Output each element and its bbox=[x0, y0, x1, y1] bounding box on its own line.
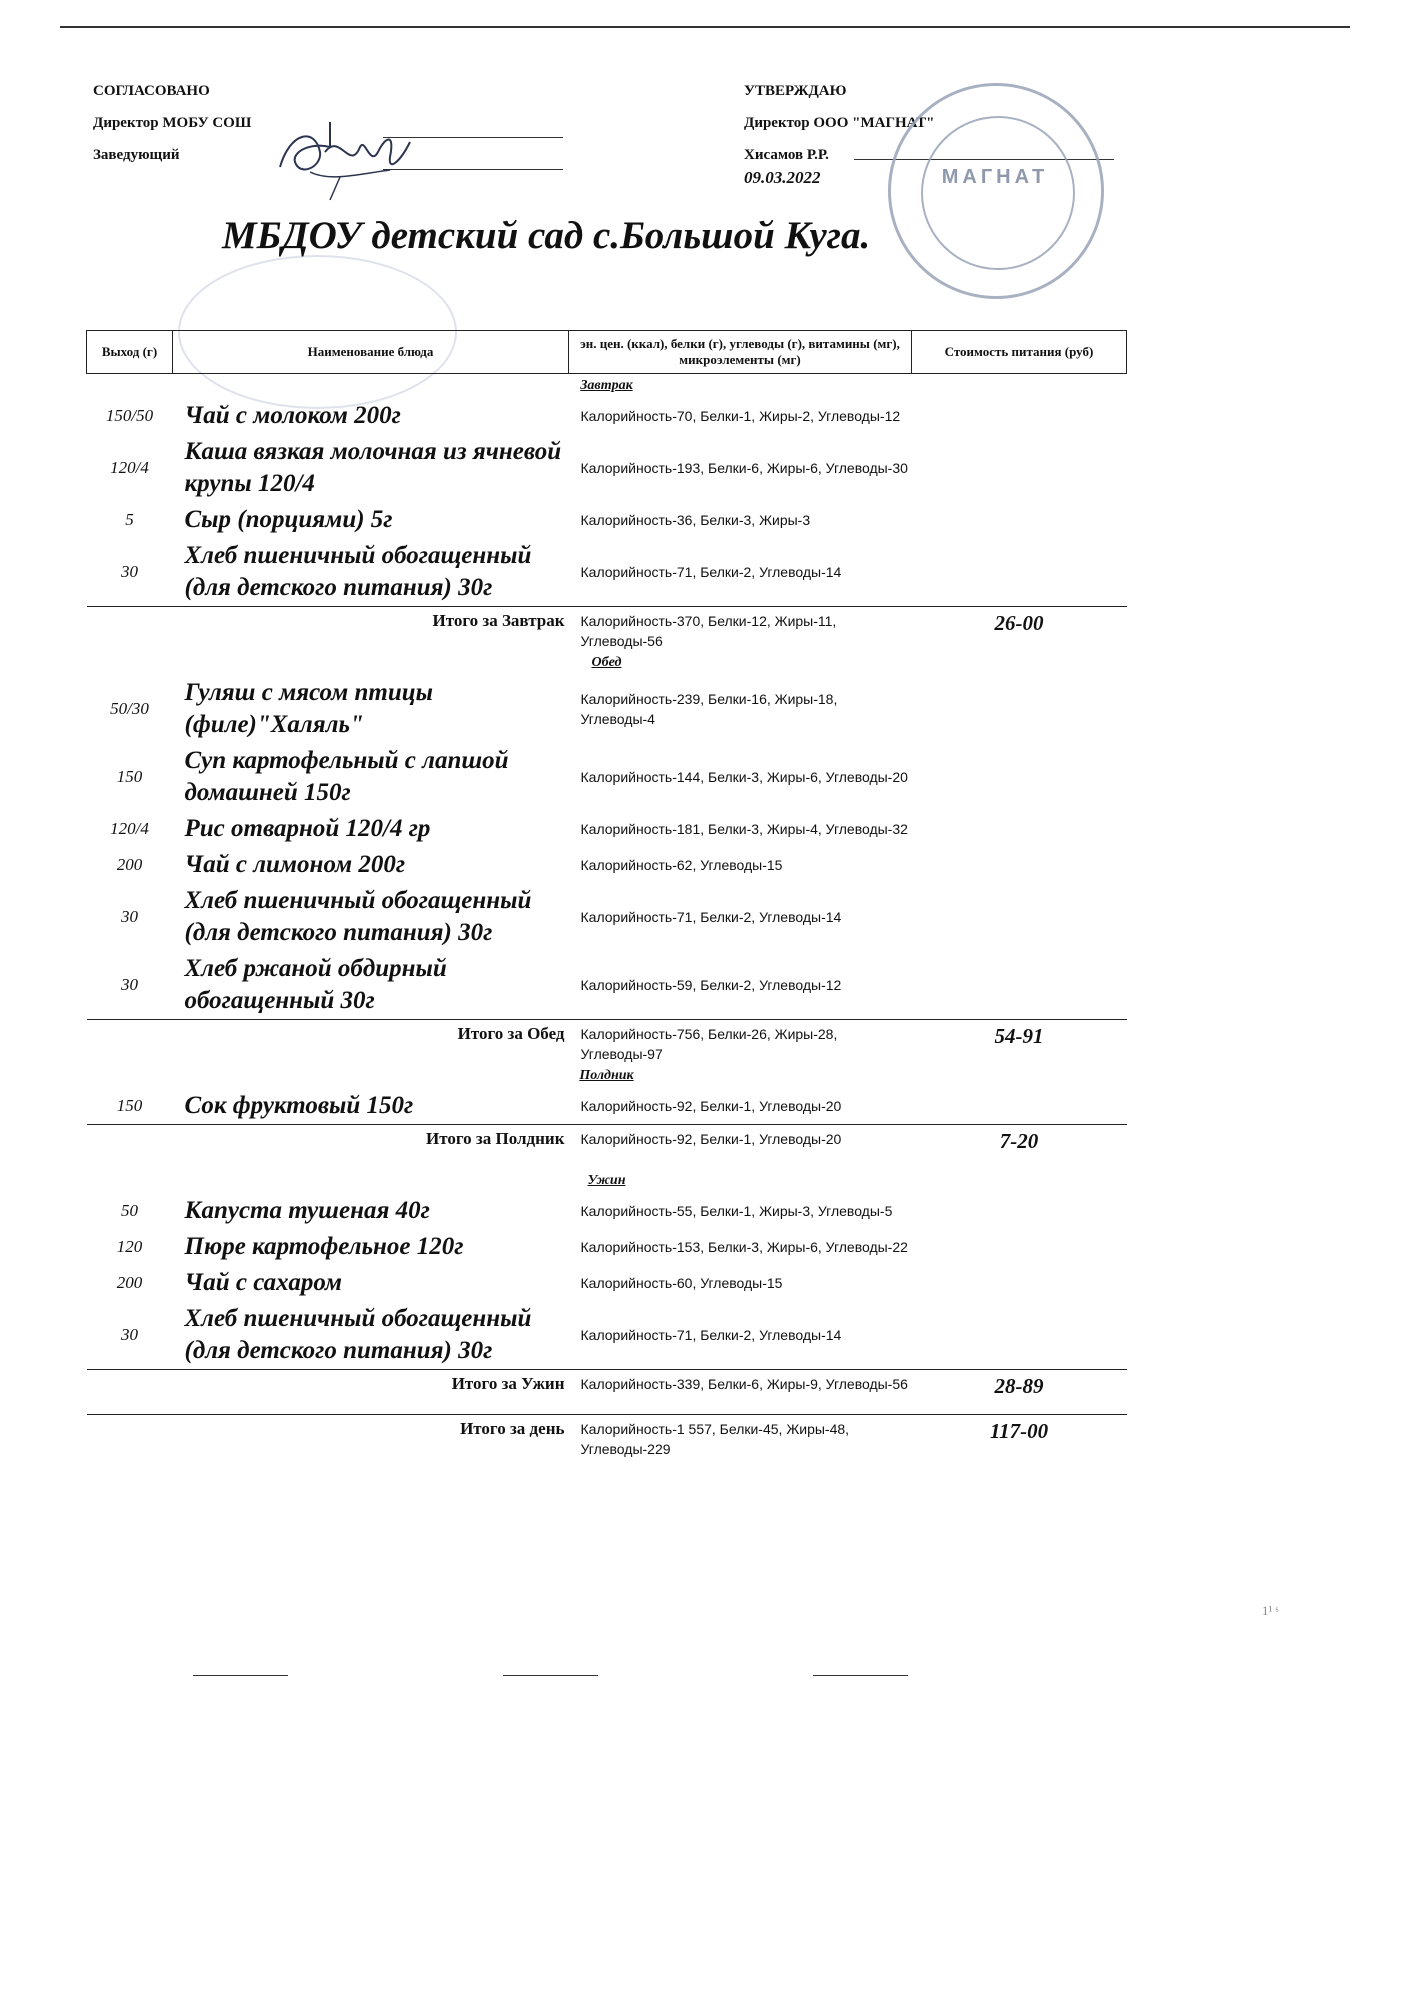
table-row bbox=[87, 1193, 1127, 1229]
signature-line bbox=[813, 1675, 908, 1676]
cost-cell bbox=[912, 951, 1127, 1020]
total-nutrition: Калорийность-370, Белки-12, Жиры-11, Углеводы-56 bbox=[569, 607, 912, 652]
approve-heading: УТВЕРЖДАЮ bbox=[744, 83, 847, 99]
section-total-row bbox=[87, 607, 1127, 652]
approval-date: 09.03.2022 bbox=[744, 168, 821, 187]
dish-name-cell: Хлеб пшеничный обогащенный (для детского питания) 30г bbox=[184, 542, 532, 601]
output-cell: 200 bbox=[116, 855, 143, 874]
output-cell: 200 bbox=[116, 1273, 143, 1292]
stray-mark: 1¹ ˢ bbox=[1262, 1603, 1279, 1618]
signature-line bbox=[503, 1675, 598, 1676]
table-row bbox=[87, 951, 1127, 1020]
total-label: Итого за Завтрак bbox=[173, 607, 569, 652]
table-row bbox=[87, 811, 1127, 847]
total-nutrition: Калорийность-339, Белки-6, Жиры-9, Углеводы-56 bbox=[569, 1370, 912, 1415]
signature-line bbox=[193, 1675, 288, 1676]
cost-cell bbox=[912, 1229, 1127, 1265]
table-row bbox=[87, 434, 1127, 502]
output-cell: 120 bbox=[116, 1237, 143, 1256]
cost-cell bbox=[912, 538, 1127, 607]
agreed-block bbox=[93, 82, 251, 178]
dish-name-cell: Сок фруктовый 150г bbox=[184, 1092, 414, 1119]
cost-cell bbox=[912, 675, 1127, 743]
section-title: Обед bbox=[591, 655, 622, 670]
column-header-output: Выход (г) bbox=[87, 331, 173, 374]
dish-name-cell: Чай с лимоном 200г bbox=[184, 851, 406, 878]
total-spacer bbox=[87, 1415, 173, 1460]
total-nutrition: Калорийность-756, Белки-26, Жиры-28, Углеводы-97 bbox=[569, 1020, 912, 1065]
menu-table bbox=[86, 330, 1127, 1459]
dish-name-cell: Чай с молоком 200г bbox=[184, 402, 401, 429]
section-header bbox=[87, 374, 1127, 399]
output-cell: 30 bbox=[121, 562, 138, 581]
section-title: Полдник bbox=[579, 1068, 634, 1083]
table-row bbox=[87, 1088, 1127, 1125]
output-cell: 120/4 bbox=[110, 819, 149, 838]
cost-cell bbox=[912, 398, 1127, 434]
output-cell: 150/50 bbox=[105, 406, 154, 425]
output-cell: 30 bbox=[121, 1325, 138, 1344]
cost-cell bbox=[912, 1088, 1127, 1125]
output-cell: 150 bbox=[116, 1096, 143, 1115]
table-row bbox=[87, 743, 1127, 811]
nutrition-cell: Калорийность-153, Белки-3, Жиры-6, Углеводы-22 bbox=[580, 1239, 908, 1255]
output-cell: 150 bbox=[116, 767, 143, 786]
table-row bbox=[87, 538, 1127, 607]
total-nutrition: Калорийность-1 557, Белки-45, Жиры-48, Углеводы-229 bbox=[569, 1415, 912, 1460]
page-title: МБДОУ детский сад с.Большой Куга. bbox=[222, 214, 871, 257]
section-header bbox=[87, 651, 1127, 675]
total-label: Итого за Ужин bbox=[173, 1370, 569, 1415]
total-cost: 54-91 bbox=[912, 1020, 1127, 1065]
table-row bbox=[87, 398, 1127, 434]
section-title: Ужин bbox=[587, 1173, 626, 1188]
nutrition-cell: Калорийность-70, Белки-1, Жиры-2, Углеводы-12 bbox=[580, 408, 901, 424]
output-cell: 120/4 bbox=[110, 458, 149, 477]
cost-cell bbox=[912, 1265, 1127, 1301]
table-row bbox=[87, 1301, 1127, 1370]
nutrition-cell: Калорийность-193, Белки-6, Жиры-6, Углеводы-30 bbox=[580, 460, 908, 476]
table-row bbox=[87, 883, 1127, 951]
director-company-label: Директор ООО "МАГНАТ" bbox=[744, 115, 935, 131]
table-row bbox=[87, 675, 1127, 743]
dish-name-cell: Капуста тушеная 40г bbox=[184, 1197, 430, 1224]
dish-name-cell: Хлеб ржаной обдирный обогащенный 30г bbox=[184, 955, 447, 1014]
dish-name-cell: Пюре картофельное 120г bbox=[184, 1233, 464, 1260]
table-row bbox=[87, 847, 1127, 883]
output-cell: 50 bbox=[121, 1201, 138, 1220]
column-header-dish: Наименование блюда bbox=[173, 331, 569, 374]
cost-cell bbox=[912, 1193, 1127, 1229]
total-cost: 117-00 bbox=[912, 1415, 1127, 1460]
column-header-cost: Стоимость питания (руб) bbox=[912, 331, 1127, 374]
output-cell: 5 bbox=[125, 510, 134, 529]
menu-table-body bbox=[87, 374, 1127, 1460]
cost-cell bbox=[912, 743, 1127, 811]
section-title: Завтрак bbox=[580, 378, 633, 393]
total-cost: 28-89 bbox=[912, 1370, 1127, 1415]
stamp-inner-ring bbox=[921, 116, 1075, 270]
cost-cell bbox=[912, 847, 1127, 883]
dish-name-cell: Хлеб пшеничный обогащенный (для детского питания) 30г bbox=[184, 887, 532, 946]
nutrition-cell: Калорийность-60, Углеводы-15 bbox=[580, 1275, 783, 1291]
nutrition-cell: Калорийность-71, Белки-2, Углеводы-14 bbox=[580, 1327, 842, 1343]
dish-name-cell: Хлеб пшеничный обогащенный (для детского питания) 30г bbox=[184, 1305, 532, 1364]
output-cell: 30 bbox=[121, 975, 138, 994]
total-label: Итого за Полдник bbox=[173, 1125, 569, 1170]
dish-name-cell: Чай с сахаром bbox=[184, 1269, 342, 1296]
agreed-heading: СОГЛАСОВАНО bbox=[93, 83, 210, 99]
day-total-row bbox=[87, 1415, 1127, 1460]
nutrition-cell: Калорийность-59, Белки-2, Углеводы-12 bbox=[580, 977, 842, 993]
company-stamp bbox=[888, 83, 1104, 299]
cost-cell bbox=[912, 883, 1127, 951]
nutrition-cell: Калорийность-36, Белки-3, Жиры-3 bbox=[580, 512, 811, 528]
output-cell: 30 bbox=[121, 907, 138, 926]
table-row bbox=[87, 1265, 1127, 1301]
nutrition-cell: Калорийность-239, Белки-16, Жиры-18, Углеводы-4 bbox=[580, 691, 838, 727]
total-nutrition: Калорийность-92, Белки-1, Углеводы-20 bbox=[569, 1125, 912, 1170]
director-name: Хисамов Р.Р. bbox=[744, 147, 829, 163]
column-header-nutrition: эн. цен. (ккал), белки (г), углеводы (г), витамины (мг), микроэлементы (мг) bbox=[569, 331, 912, 374]
nutrition-cell: Калорийность-62, Углеводы-15 bbox=[580, 857, 783, 873]
nutrition-cell: Калорийность-92, Белки-1, Углеводы-20 bbox=[580, 1098, 842, 1114]
total-spacer bbox=[87, 1020, 173, 1065]
section-total-row bbox=[87, 1125, 1127, 1170]
head-label: Заведующий bbox=[93, 147, 180, 163]
total-spacer bbox=[87, 607, 173, 652]
total-cost: 7-20 bbox=[912, 1125, 1127, 1170]
section-total-row bbox=[87, 1020, 1127, 1065]
dish-name-cell: Рис отварной 120/4 гр bbox=[184, 815, 431, 842]
nutrition-cell: Калорийность-181, Белки-3, Жиры-4, Углеводы-32 bbox=[580, 821, 908, 837]
total-label: Итого за Обед bbox=[173, 1020, 569, 1065]
nutrition-cell: Калорийность-71, Белки-2, Углеводы-14 bbox=[580, 564, 842, 580]
top-border-line bbox=[60, 26, 1350, 28]
nutrition-cell: Калорийность-71, Белки-2, Углеводы-14 bbox=[580, 909, 842, 925]
cost-cell bbox=[912, 502, 1127, 538]
cost-cell bbox=[912, 811, 1127, 847]
output-cell: 50/30 bbox=[110, 699, 149, 718]
nutrition-cell: Калорийность-144, Белки-3, Жиры-6, Углеводы-20 bbox=[580, 769, 908, 785]
section-total-row bbox=[87, 1370, 1127, 1415]
cost-cell bbox=[912, 1301, 1127, 1370]
total-spacer bbox=[87, 1370, 173, 1415]
total-spacer bbox=[87, 1125, 173, 1170]
dish-name-cell: Гуляш с мясом птицы (филе)"Халяль" bbox=[184, 679, 433, 738]
section-header bbox=[87, 1064, 1127, 1088]
dish-name-cell: Суп картофельный с лапшой домашней 150г bbox=[184, 747, 509, 806]
table-row bbox=[87, 502, 1127, 538]
table-row bbox=[87, 1229, 1127, 1265]
nutrition-cell: Калорийность-55, Белки-1, Жиры-3, Углеводы-5 bbox=[580, 1203, 893, 1219]
dish-name-cell: Каша вязкая молочная из ячневой крупы 120/4 bbox=[184, 438, 562, 497]
director-school-label: Директор МОБУ СОШ bbox=[93, 115, 252, 131]
handwritten-signature bbox=[270, 112, 420, 202]
section-header bbox=[87, 1169, 1127, 1193]
dish-name-cell: Сыр (порциями) 5г bbox=[184, 506, 393, 533]
cost-cell bbox=[912, 434, 1127, 502]
total-cost: 26-00 bbox=[912, 607, 1127, 652]
total-label: Итого за день bbox=[173, 1415, 569, 1460]
stamp-logo-text: МАГНАТ bbox=[941, 166, 1049, 188]
